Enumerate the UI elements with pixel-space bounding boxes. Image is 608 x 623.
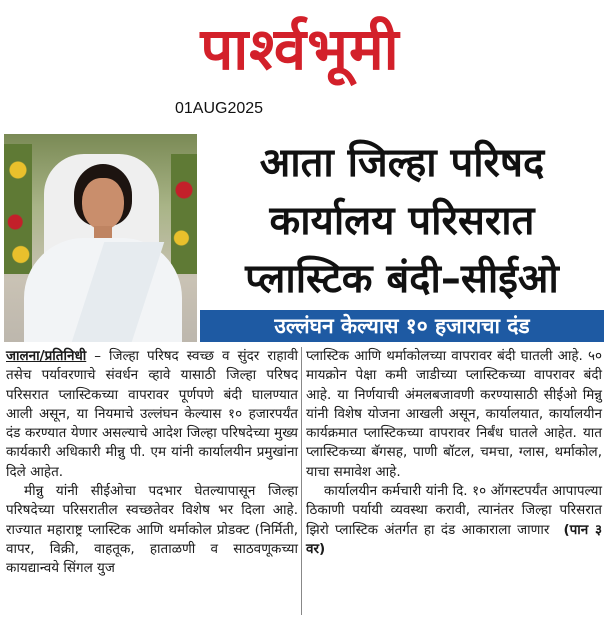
paragraph-2: मीन्नु यांनी सीईओचा पदभार घेतल्यापासून जिल्हा परिषदेच्या परिसरातील स्वच्छतेवर विशेष भर दिला आहे. राज्यात महाराष्ट्र प्लास्टिक आणि थर्माकोल प्रोडक्ट (निर्मिती, वापर, विक्री, वाहतूक, हाताळणी व साठवणूकच्या कायद्यान्वये सिंगल युज: [6, 483, 298, 577]
newspaper-masthead: पार्श्वभूमी: [200, 15, 400, 83]
paragraph-4: [306, 482, 602, 559]
headline-line-2: कार्यालय परिसरात: [269, 198, 535, 244]
headline-line-1: आता जिल्हा परिषद: [259, 140, 545, 186]
article-headline: [200, 134, 604, 308]
paragraph-1-text: – जिल्हा परिषद स्वच्छ व सुंदर राहावी तसेच पर्यावरणाचे संवर्धन व्हावे यासाठी जिल्हा परिषद परिसरात प्लास्टिकच्या वापरावर पूर्णपणे बंदी घालण्यात आली असून, या नियमाचे उल्लंघन केल्यास १० हजारपर्यंत दंड करण्यात येणार असल्याचे आदेश जिल्हा परिषदेच्या मुख्य कार्यकारी अधिकारी मीन्नु पी. एम यांनी कार्यालयीन प्रमुखांना दिले आहेत.: [6, 348, 298, 480]
flower-decoration-right: [171, 154, 197, 274]
officer-photo: [4, 134, 197, 342]
continued-marker: (पान ३ वर): [306, 521, 603, 557]
paragraph-1: [6, 347, 298, 482]
paragraph-3: प्लास्टिक आणि थर्माकोलच्या वापरावर बंदी घातली आहे. ५० मायक्रोन पेक्षा कमी जाडीच्या प्लास्टिकच्या वापरावर बंदी आहे. या निर्णयाची अंमलबजावणी करण्यासाठी सीईओ मिन्नु यांनी विशेष योजना आखली असून, कार्यालयात, कार्यालयीन कार्यक्रमात प्लास्टिकच्या वापरावर निर्बंध घातले आहेत. यात प्लास्टिकच्या बॅगसह, पाणी बॉटल, चमचा, ग्लास, थर्माकोल, याचा समावेश आहे.: [306, 348, 602, 480]
dateline: जालना/प्रतिनिधी: [6, 348, 87, 364]
article-column-right: [306, 347, 602, 559]
publication-date: 01AUG2025: [175, 100, 264, 117]
headline-line-3: प्लास्टिक बंदी–सीईओ: [245, 256, 559, 302]
column-divider: [301, 347, 302, 615]
face: [82, 178, 124, 230]
paragraph-4-text: कार्यालयीन कर्मचारी यांनी दि. १० ऑगस्टपर्यंत आपापल्या ठिकाणी पर्यायी व्यवस्था करावी, त्यानंतर जिल्हा परिसरात झिरो प्लास्टिक अंतर्गत हा दंड आकाराला जाणार: [306, 483, 602, 538]
article-column-left: [6, 347, 298, 579]
flower-decoration: [4, 144, 32, 274]
article-subheadline: उल्लंघन केल्यास १० हजाराचा दंड: [200, 310, 604, 342]
